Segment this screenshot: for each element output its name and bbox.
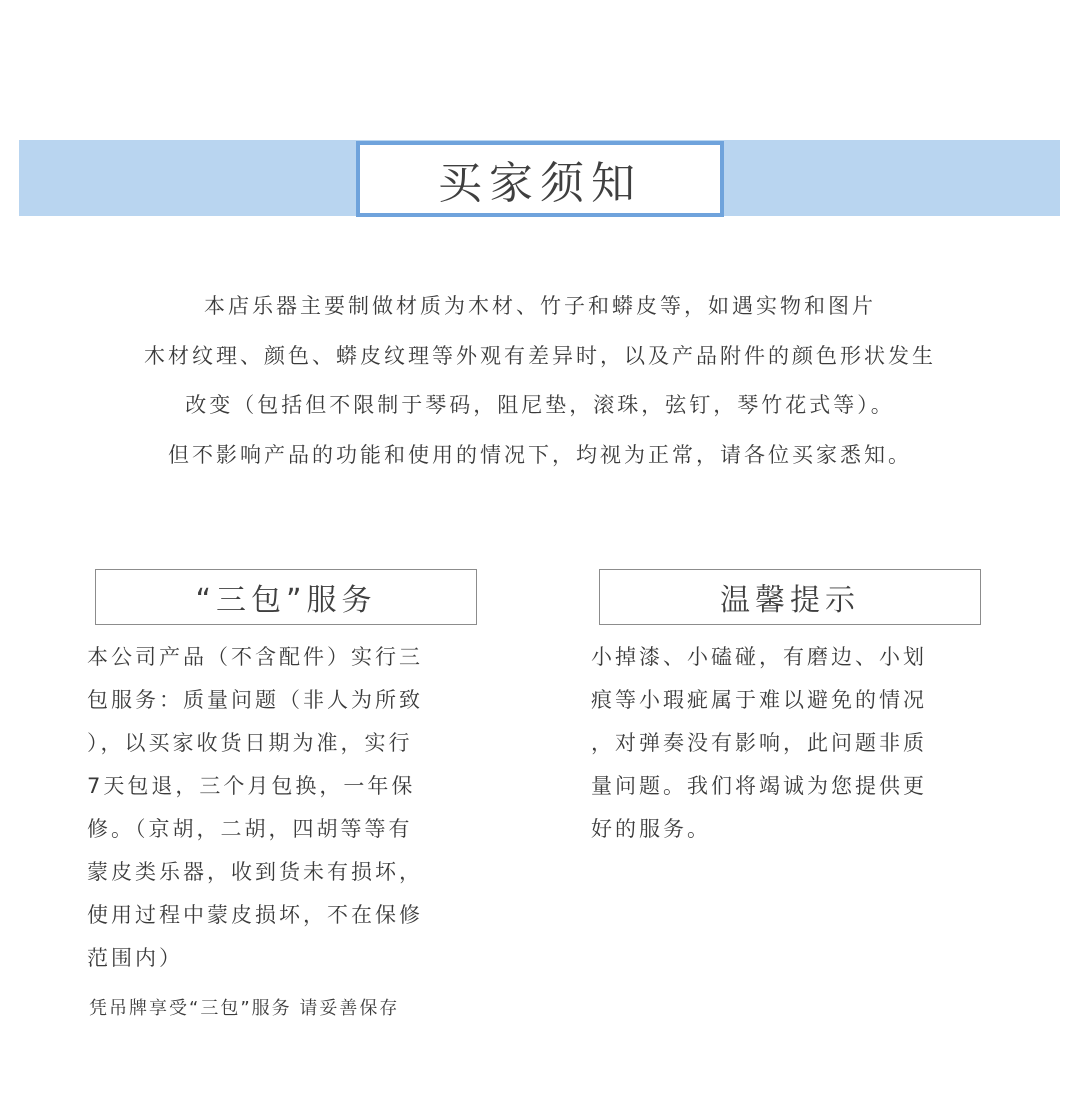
sanbao-line: 蒙皮类乐器，收到货未有损坏， xyxy=(87,860,423,884)
sanbao-line: 范围内） xyxy=(87,946,183,970)
sanbao-section xyxy=(87,569,487,980)
sanbao-line: 修。（京胡，二胡，四胡等等有 xyxy=(87,817,413,841)
tips-line: 痕等小瑕疵属于难以避免的情况 xyxy=(591,688,927,712)
intro-line: 木材纹理、颜色、蟒皮纹理等外观有差异时，以及产品附件的颜色形状发生 xyxy=(144,343,936,368)
intro-line: 本店乐器主要制做材质为木材、竹子和蟒皮等，如遇实物和图片 xyxy=(204,294,876,318)
intro-paragraph xyxy=(0,282,1080,480)
tips-section xyxy=(591,569,991,851)
sanbao-note: 凭吊牌享受“三包”服务 请妥善保存 xyxy=(89,998,400,1019)
sanbao-heading: “三包”服务 xyxy=(95,569,477,625)
sanbao-body xyxy=(87,636,487,980)
sanbao-line: 7天包退，三个月包换，一年保 xyxy=(87,774,416,798)
sanbao-line: 包服务：质量问题（非人为所致 xyxy=(87,688,423,712)
intro-line: 改变（包括但不限制于琴码，阻尼垫，滚珠，弦钉，琴竹花式等）。 xyxy=(185,393,895,417)
tips-line: ，对弹奏没有影响，此问题非质 xyxy=(591,731,927,755)
tips-body xyxy=(591,636,991,851)
tips-line: 量问题。我们将竭诚为您提供更 xyxy=(591,774,927,798)
sanbao-line: 使用过程中蒙皮损坏，不在保修 xyxy=(87,903,423,927)
tips-line: 小掉漆、小磕碰，有磨边、小划 xyxy=(591,645,927,669)
tips-heading: 温馨提示 xyxy=(599,569,981,625)
sanbao-line: 本公司产品（不含配件）实行三 xyxy=(87,645,423,669)
page-title: 买家须知 xyxy=(438,158,642,209)
title-box xyxy=(356,141,724,217)
intro-line: 但不影响产品的功能和使用的情况下，均视为正常，请各位买家悉知。 xyxy=(168,442,912,467)
tips-line: 好的服务。 xyxy=(591,817,711,841)
sanbao-line: ），以买家收货日期为准，实行 xyxy=(87,731,413,755)
